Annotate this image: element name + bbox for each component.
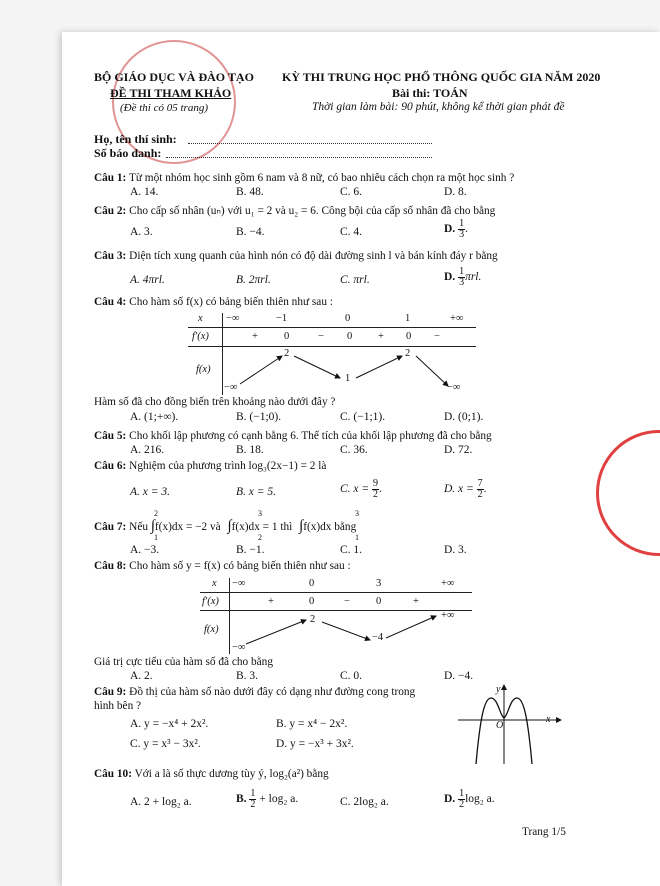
- q1-answer-a: A. 14.: [130, 186, 159, 198]
- q2-answer-a: A. 3.: [130, 226, 153, 238]
- t4-fp-label: f′(x): [192, 331, 209, 342]
- q4-answer-a: A. (1;+∞).: [130, 411, 179, 423]
- question-7: Câu 7: Nếu ∫f(x)dx = −2 và ∫f(x)dx = 1 thì ∫f(x)dx bằng: [94, 518, 357, 534]
- q7-answer-a: A. −3.: [130, 544, 160, 556]
- q9-x-label: x: [546, 714, 551, 725]
- t8-x-3: +∞: [441, 578, 455, 589]
- q7-limit-2-upper: 3: [258, 509, 262, 518]
- t4-sign-5: 0: [406, 331, 412, 342]
- question-9: Câu 9: Đồ thị của hàm số nào dưới đây có dạng như đường cong trong: [94, 686, 416, 698]
- exam-type: ĐỀ THI THAM KHẢO: [110, 86, 232, 100]
- candidate-name-label: Họ, tên thí sinh:: [94, 132, 177, 146]
- t4-x-label: x: [198, 313, 203, 324]
- t4-f-4: −∞: [447, 382, 461, 393]
- q4-answer-b: B. (−1;0).: [236, 411, 282, 423]
- q7-limit-1-upper: 2: [154, 509, 158, 518]
- ministry-name: BỘ GIÁO DỤC VÀ ĐÀO TẠO: [94, 70, 254, 84]
- question-9-line2: hình bên ?: [94, 700, 142, 712]
- q2-answer-b: B. −4.: [236, 226, 265, 238]
- t4-sign-6: −: [434, 331, 440, 342]
- q10-answer-b: B. $\frac{1}{2}$ + log₂ a.: [236, 788, 299, 810]
- q8-answer-b: B. 3.: [236, 670, 259, 682]
- q7-limit-3-upper: 3: [355, 509, 359, 518]
- q8-followup: Giá trị cực tiểu của hàm số đã cho bằng: [94, 656, 273, 668]
- q9-answer-c: C. y = x³ − 3x².: [130, 738, 201, 750]
- t8-x-2: 3: [376, 578, 382, 589]
- t8-sign-0: +: [268, 596, 274, 607]
- q2-answer-d: D. $\frac{1}{3}$ .: [444, 218, 468, 240]
- q9-answer-b: B. y = x⁴ − 2x².: [276, 718, 348, 730]
- t8-x-label: x: [212, 578, 217, 589]
- t4-f-1: 2: [284, 348, 290, 359]
- question-5: Câu 5: Cho khối lập phương có cạnh bằng 6. Thể tích của khối lập phương đã cho bằng: [94, 430, 492, 442]
- q6-answer-b: B. x = 5.: [236, 486, 277, 498]
- t8-f-2: −4: [372, 632, 384, 643]
- t4-sign-3: 0: [347, 331, 353, 342]
- q5-answer-b: B. 18.: [236, 444, 264, 456]
- q3-answer-c: C. πrl.: [340, 274, 370, 286]
- candidate-number-label: Số báo danh:: [94, 146, 162, 160]
- q8-answer-a: A. 2.: [130, 670, 153, 682]
- question-8: Câu 8: Cho hàm số y = f(x) có bảng biến thiên như sau :: [94, 560, 351, 572]
- q4-followup: Hàm số đã cho đồng biến trên khoảng nào dưới đây ?: [94, 396, 336, 408]
- q2-answer-c: C. 4.: [340, 226, 363, 238]
- q1-answer-c: C. 6.: [340, 186, 363, 198]
- q7-limit-2-lower: 2: [258, 533, 262, 542]
- t8-sign-1: 0: [309, 596, 315, 607]
- q5-answer-d: D. 72.: [444, 444, 473, 456]
- q6-answer-a: A. x = 3.: [130, 486, 171, 498]
- t8-f-0: −∞: [232, 642, 246, 653]
- q1-answer-d: D. 8.: [444, 186, 467, 198]
- q5-answer-a: A. 216.: [130, 444, 165, 456]
- t8-x-1: 0: [309, 578, 315, 589]
- question-1: Câu 1: Từ một nhóm học sinh gồm 6 nam và 8 nữ, có bao nhiêu cách chọn ra một học sinh ?: [94, 172, 515, 184]
- pages-note: (Đề thi có 05 trang): [120, 102, 208, 114]
- t4-x-1: −1: [276, 313, 288, 324]
- q9-answer-a: A. y = −x⁴ + 2x².: [130, 718, 209, 730]
- q9-y-label: y: [496, 684, 501, 695]
- t4-f-0: −∞: [224, 382, 238, 393]
- q9-y-arrow: [501, 684, 507, 690]
- t4-f-3: 2: [405, 348, 411, 359]
- question-3: Câu 3: Diện tích xung quanh của hình nón có độ dài đường sinh l và bán kính đáy r bằng: [94, 250, 498, 262]
- t8-f-label: f(x): [204, 624, 219, 635]
- q7-limit-1-lower: 1: [154, 533, 158, 542]
- q7-answer-c: C. 1.: [340, 544, 363, 556]
- t8-x-0: −∞: [232, 578, 246, 589]
- t8-fp-label: f′(x): [202, 596, 219, 607]
- subject: Bài thi: TOÁN: [392, 86, 468, 100]
- t4-sign-4: +: [378, 331, 384, 342]
- duration: Thời gian làm bài: 90 phút, không kể thời gian phát đề: [312, 101, 565, 113]
- q5-answer-c: C. 36.: [340, 444, 368, 456]
- q8-answer-d: D. −4.: [444, 670, 474, 682]
- q3-answer-d: D. $\frac{1}{3}$ πrl.: [444, 266, 482, 288]
- q3-answer-b: B. 2πrl.: [236, 274, 271, 286]
- t4-f-2: 1: [345, 373, 351, 384]
- t4-x-4: +∞: [450, 313, 464, 324]
- t4-sign-0: +: [252, 331, 258, 342]
- q7-answer-d: D. 3.: [444, 544, 467, 556]
- exam-title: KỲ THI TRUNG HỌC PHỔ THÔNG QUỐC GIA NĂM 2020: [282, 70, 601, 84]
- t4-x-2: 0: [345, 313, 351, 324]
- question-10: Câu 10: Với a là số thực dương tùy ý, log₂(a²) bằng: [94, 768, 329, 780]
- q6-answer-c: C. x = $\frac{9}{2}$ .: [340, 478, 382, 500]
- q8-answer-c: C. 0.: [340, 670, 363, 682]
- q9-x-arrow: [556, 717, 562, 723]
- q4-answer-d: D. (0;1).: [444, 411, 484, 423]
- t8-sign-2: −: [344, 596, 350, 607]
- q7-answer-b: B. −1.: [236, 544, 265, 556]
- q10-answer-d: D. $\frac{1}{2}$ log₂ a.: [444, 788, 495, 810]
- t4-sign-1: 0: [284, 331, 290, 342]
- q10-answer-a: A. 2 + log₂ a.: [130, 796, 192, 808]
- q1-answer-b: B. 48.: [236, 186, 264, 198]
- t8-f-3: +∞: [441, 610, 455, 621]
- q10-answer-c: C. 2log₂ a.: [340, 796, 389, 808]
- q4-answer-c: C. (−1;1).: [340, 411, 386, 423]
- q6-answer-d: D. x = $\frac{7}{2}$ .: [444, 478, 487, 500]
- t8-f-1: 2: [310, 614, 316, 625]
- t4-x-0: −∞: [226, 313, 240, 324]
- page-number: Trang 1/5: [522, 826, 566, 838]
- t4-f-label: f(x): [196, 364, 211, 375]
- t4-x-3: 1: [405, 313, 411, 324]
- q9-answer-d: D. y = −x³ + 3x².: [276, 738, 354, 750]
- t8-sign-4: +: [413, 596, 419, 607]
- q9-origin-label: O: [496, 720, 504, 731]
- question-6: Câu 6: Nghiệm của phương trình log₃(2x−1) = 2 là: [94, 460, 327, 472]
- t4-sign-2: −: [318, 331, 324, 342]
- q3-answer-a: A. 4πrl.: [130, 274, 165, 286]
- question-4: Câu 4: Cho hàm số f(x) có bảng biến thiên như sau :: [94, 296, 333, 308]
- question-2: Câu 2: Cho cấp số nhân (uₙ) với u₁ = 2 và u₂ = 6. Công bội của cấp số nhân đã cho bằng: [94, 205, 496, 217]
- q7-limit-3-lower: 1: [355, 533, 359, 542]
- t8-sign-3: 0: [376, 596, 382, 607]
